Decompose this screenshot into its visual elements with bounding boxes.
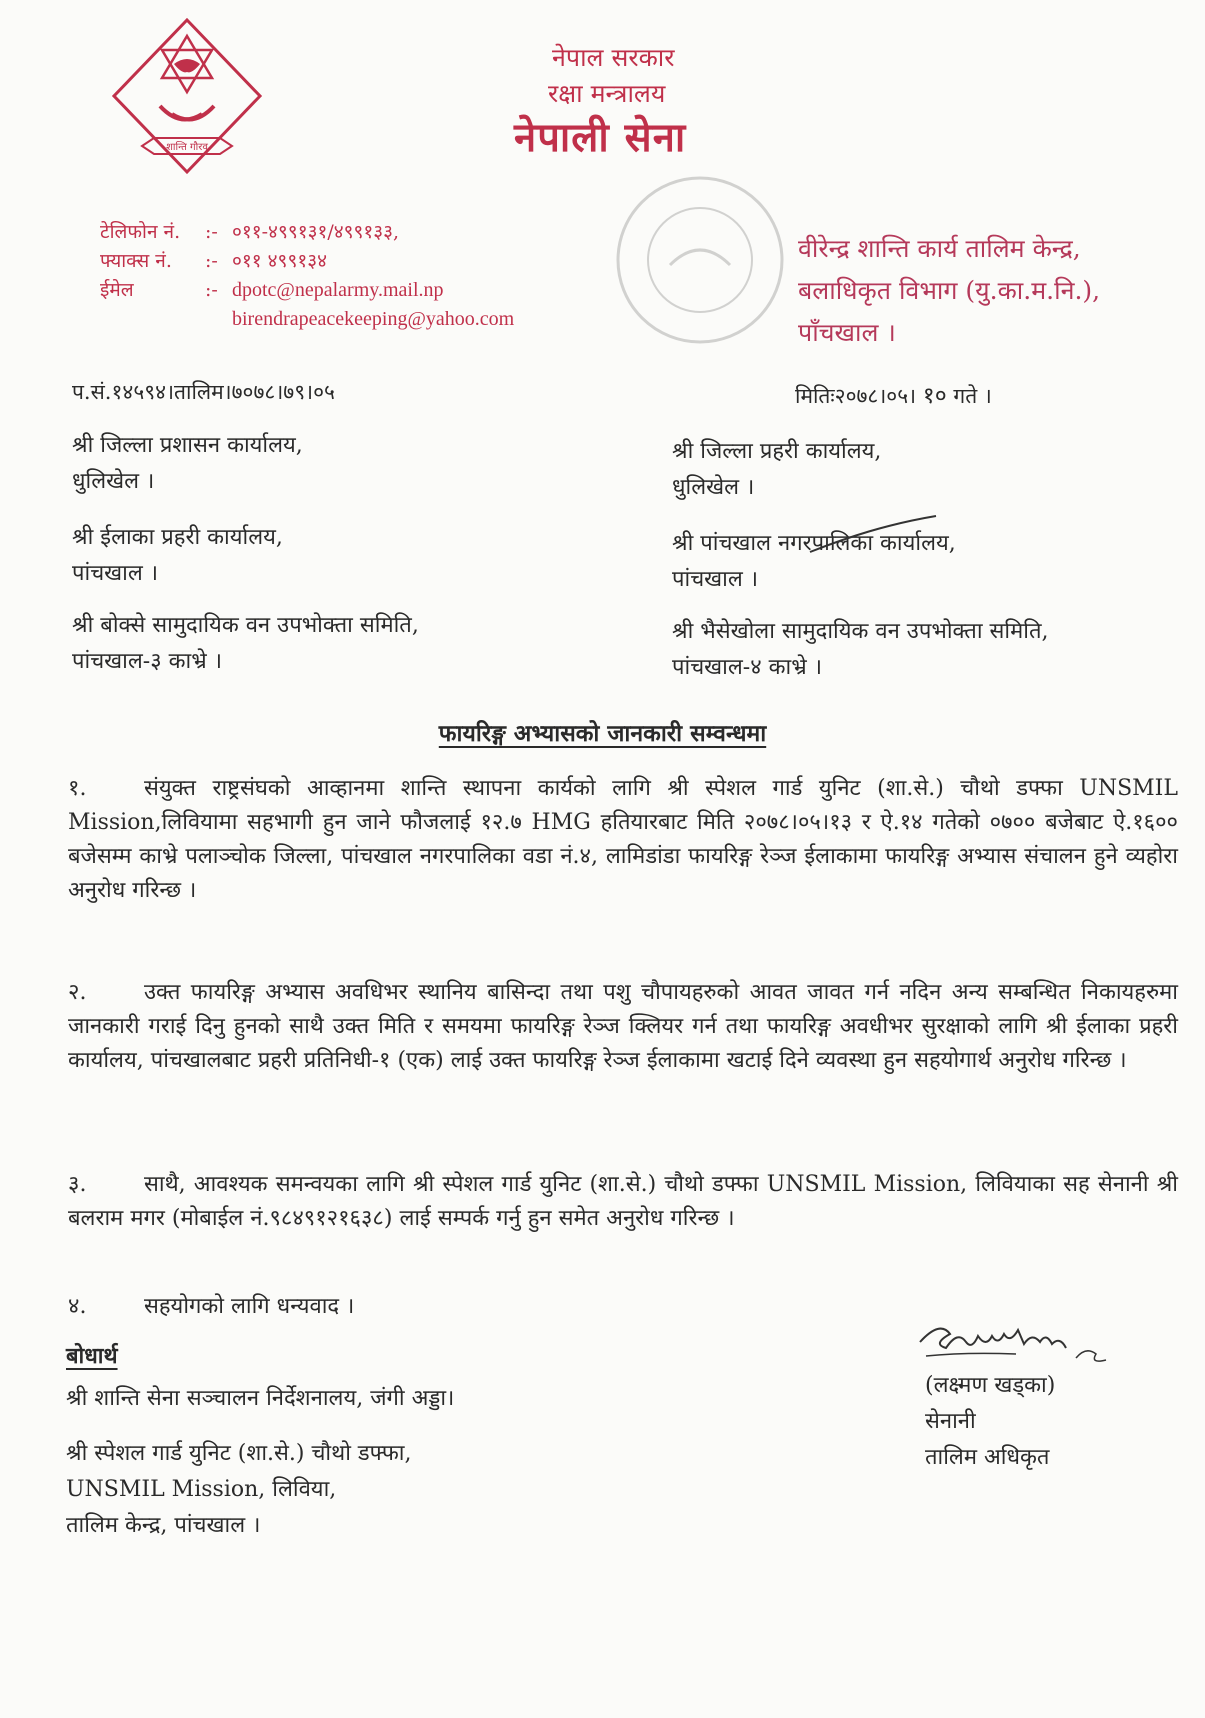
email-link-2[interactable]: birendrapeacekeeping@yahoo.com: [232, 308, 515, 330]
recipient-location: पांचखाल-४ काभ्रे ।: [672, 655, 823, 680]
body-paragraph: [68, 976, 1178, 1078]
recipient-block: [72, 428, 303, 500]
signatory-title: तालिम अधिकृत: [925, 1445, 1050, 1470]
fax-label: फ्याक्स नं.: [100, 250, 172, 272]
ministry-name: रक्षा मन्त्रालय: [548, 79, 666, 108]
copy-to-line: श्री स्पेशल गार्ड युनिट (शा.से.) चौथो डफ्फा,: [66, 1441, 412, 1466]
signatory-rank: सेनानी: [925, 1409, 976, 1434]
recipient-block: [672, 434, 881, 506]
date-day: १०: [922, 383, 947, 409]
letter-date: [795, 378, 992, 410]
recipient-location: पांचखाल-३ काभ्रे ।: [72, 649, 223, 674]
paragraph-number: ४.: [68, 1294, 87, 1319]
recipient-name: श्री ईलाका प्रहरी कार्यालय,: [72, 525, 283, 550]
date-prefix: मितिः२०७८।०५।: [795, 384, 917, 408]
copy-to-line: श्री शान्ति सेना सञ्चालन निर्देशनालय, जंगी अड्डा।: [66, 1386, 455, 1411]
copy-to-line: UNSMIL Mission, लिविया,: [66, 1477, 337, 1502]
recipient-name: श्री जिल्ला प्रहरी कार्यालय,: [672, 439, 882, 464]
center-line-1: वीरेन्द्र शान्ति कार्य तालिम केन्द्र,: [798, 234, 1081, 263]
recipient-block: [672, 614, 1049, 686]
email-link-1[interactable]: dpotc@nepalarmy.mail.np: [232, 279, 444, 301]
paragraph-text: उक्त फायरिङ्ग अभ्यास अवधिभर स्थानिय बासिन्दा तथा पशु चौपायहरुको आवत जावत गर्न नदिन अन्य सम्बन्धित निकायहरुमा जानकारी गराई दिनु हुनको साथै उक्त मिति र समयमा फायरिङ्ग रेञ्ज क्लियर गर्न तथा फायरिङ्ग अवधीभर सुरक्षाको लागि श्री ईलाका प्रहरी कार्यालय, पांचखालबाट प्रहरी प्रतिनिधी-१ (एक) लाई उक्त फायरिङ्ग रेञ्ज ईलाकामा खटाई दिने व्यवस्था हुन सहयोगार्थ अनुरोध गरिन्छ ।: [68, 980, 1178, 1073]
paragraph-number: २.: [68, 980, 87, 1005]
paragraph-text: संयुक्त राष्ट्रसंघको आव्हानमा शान्ति स्थापना कार्यको लागि श्री स्पेशल गार्ड युनिट (शा.से.) चौथो डफ्फा UNSMIL Mission,लिवियामा सहभागी हुन जाने फौजलाई १२.७ HMG हतियारबाट मिति २०७८।०५।१३ र ऐ.१४ गतेको ०७०० बजेबाट ऐ.१६०० बजेसम्म काभ्रे पलाञ्चोक जिल्ला, पांचखाल नगरपालिका वडा नं.४, लामिडांडा फायरिङ्ग रेञ्ज ईलाकामा फायरिङ्ग अभ्यास संचालन हुने व्यहोरा अनुरोध गरिन्छ ।: [68, 776, 1178, 903]
recipient-name: श्री बोक्से सामुदायिक वन उपभोक्ता समिति,: [72, 613, 419, 638]
recipient-location: पांचखाल ।: [72, 561, 159, 586]
handwritten-signature-icon: [916, 1312, 1116, 1372]
copy-to-line: तालिम केन्द्र, पांचखाल ।: [66, 1513, 261, 1538]
organization-name: नेपाली सेना: [514, 114, 687, 161]
paragraph-number: १.: [68, 776, 87, 801]
letterhead-title: [514, 40, 832, 164]
signatory-block: [925, 1368, 1055, 1476]
signatory-name: (लक्ष्मण खड्का): [925, 1373, 1056, 1398]
subject-text: फायरिङ्ग अभ्यासको जानकारी सम्वन्धमा: [438, 720, 767, 747]
telephone-label: टेलिफोन नं.: [100, 221, 181, 243]
recipient-name: श्री भैसेखोला सामुदायिक वन उपभोक्ता समिति,: [672, 619, 1049, 644]
copy-to-heading: बोधार्थ: [66, 1343, 118, 1369]
paragraph-text: सहयोगको लागि धन्यवाद ।: [144, 1294, 355, 1319]
recipient-block: [72, 520, 283, 592]
body-paragraph: [68, 772, 1178, 908]
email-label: ईमेल: [100, 279, 134, 301]
office-stamp-icon: [610, 170, 790, 350]
svg-text:शान्ति गौरव: शान्ति गौरव: [166, 142, 208, 153]
training-center-address: [798, 228, 1158, 354]
fax-value: ०११ ४९९१३४: [232, 250, 327, 272]
recipient-location: धुलिखेल ।: [72, 469, 155, 494]
copy-to-block: [66, 1436, 411, 1544]
pen-mark-icon: [808, 512, 938, 572]
telephone-value: ०११-४९९१३१/४९९१३३,: [232, 221, 400, 243]
subject-line: [0, 716, 1205, 748]
center-line-2: बलाधिकृत विभाग (यु.का.म.नि.),: [798, 276, 1101, 305]
paragraph-number: ३.: [68, 1172, 87, 1197]
paragraph-text: साथै, आवश्यक समन्वयका लागि श्री स्पेशल गार्ड युनिट (शा.से.) चौथो डफ्फा UNSMIL Mission, लिवियाका सह सेनानी श्री बलराम मगर (मोबाईल नं.९८४९१२१६३८) लाई सम्पर्क गर्नु हुन समेत अनुरोध गरिन्छ ।: [68, 1172, 1178, 1231]
date-suffix: गते ।: [953, 384, 992, 408]
reference-number: प.सं.१४५९४।तालिम।७०७८।७९।०५: [72, 380, 335, 404]
recipient-location: पांचखाल ।: [672, 567, 759, 592]
center-line-3: पाँचखाल ।: [798, 318, 896, 347]
recipient-name: श्री पांचखाल नगरपालिका कार्यालय,: [672, 531, 956, 556]
government-name: नेपाल सरकार: [552, 43, 675, 72]
contact-block: टेलिफोन नं. :- ०११-४९९१३१/४९९१३३, फ्याक्स नं. :- ०११ ४९९१३४ ईमेल :- dpotc@nepalarmy.mail.np birendrapeacekeeping@yahoo.com: [100, 218, 620, 334]
recipient-name: श्री जिल्ला प्रशासन कार्यालय,: [72, 433, 303, 458]
recipient-location: धुलिखेल ।: [672, 475, 755, 500]
nepal-army-emblem-icon: [112, 18, 262, 178]
recipient-block: [72, 608, 419, 680]
body-paragraph: [68, 1168, 1178, 1236]
